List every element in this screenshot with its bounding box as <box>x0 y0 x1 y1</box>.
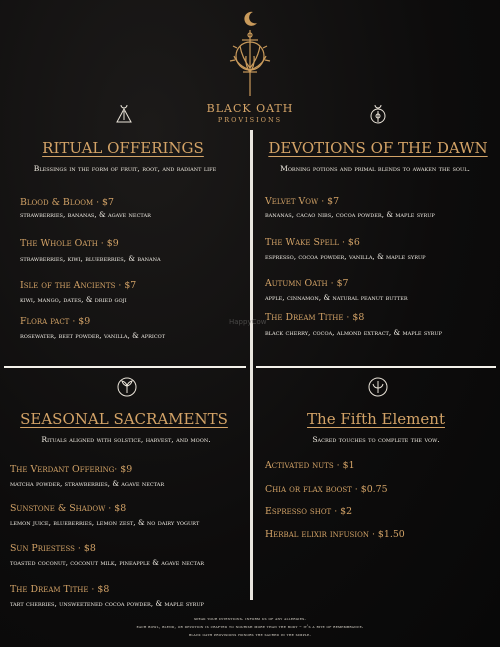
triangle-moon-icon <box>113 102 135 124</box>
footer-line-2: each bowl, blend, or devotion is crafted to nourish more than the body – it's a rite of remembrance. <box>136 625 364 630</box>
dagger-crescent-logo-icon <box>215 8 285 102</box>
brand-subtitle: PROVISIONS <box>217 116 283 124</box>
brand-name: BLACK OATH <box>206 102 294 115</box>
menu-item-name: Sun Priestess · $8 <box>10 543 96 554</box>
menu-item-desc: strawberries, kiwi, blueberries, & banana <box>20 254 161 263</box>
brand-logo <box>0 8 500 106</box>
menu-item-name: Herbal elixir infusion · $1.50 <box>265 529 405 540</box>
menu-item-name: Espresso shot · $2 <box>265 506 353 517</box>
section-subtitle-devotions: Morning potions and primal blends to awaken the soul. <box>280 164 470 173</box>
circle-moon-icon <box>367 102 389 124</box>
menu-item-desc: bananas, cacao nibs, cocoa powder, & maple syrup <box>265 210 435 219</box>
menu-item-name: The Dream Tithe · $8 <box>10 584 110 595</box>
menu-item-name: Chia or flax boost · $0.75 <box>265 484 388 495</box>
menu-item-name: The Verdant Offering· $9 <box>10 464 133 475</box>
section-subtitle-fifth: Sacred touches to complete the vow. <box>312 435 440 444</box>
section-title-devotions: DEVOTIONS OF THE DAWN <box>268 139 488 157</box>
section-title-ritual: RITUAL OFFERINGS <box>42 139 204 157</box>
menu-item-desc: black cherry, cocoa, almond extract, & maple syrup <box>265 328 442 337</box>
menu-item-name: The Whole Oath · $9 <box>20 238 119 249</box>
menu-item-desc: rosewater, beet powder, vanilla, & apricot <box>20 331 166 340</box>
menu-item-name: Velvet Vow · $7 <box>265 196 340 207</box>
menu-item-name: Isle of the Ancients · $7 <box>20 280 137 291</box>
menu-item-name: The Wake Spell · $6 <box>265 237 360 248</box>
horizontal-divider-right <box>256 366 496 368</box>
section-subtitle-ritual: Blessings in the form of fruit, root, and radiant life <box>33 164 217 173</box>
menu-item-desc: strawberries, bananas, & agave nectar <box>20 210 151 219</box>
menu-item-name: Activated nuts · $1 <box>265 460 355 471</box>
footer-line-1: speak your intentions. inform us of any allergies. <box>194 617 306 622</box>
menu-item-name: Blood & Bloom · $7 <box>20 197 114 208</box>
menu-item-name: Autumn Oath · $7 <box>265 278 349 289</box>
watermark: HappyCow <box>229 318 267 326</box>
menu-item-desc: espresso, cocoa powder, vanilla, & maple syrup <box>265 252 426 261</box>
footer-line-3: black oath provisions honors the sacred in the simple. <box>188 633 312 638</box>
menu-item-desc: lemon juice, blueberries, lemon zest, & no dairy yogurt <box>10 518 200 527</box>
menu-item-desc: toasted coconut, coconut milk, pineapple & agave nectar <box>10 558 205 567</box>
menu-item-desc: matcha powder, strawberries, & agave nectar <box>10 479 165 488</box>
vertical-divider <box>250 130 253 600</box>
menu-item-name: The Dream Tithe · $8 <box>265 312 365 323</box>
section-subtitle-seasonal: Rituals aligned with solstice, harvest, and moon. <box>41 435 211 444</box>
menu-item-desc: tart cherries, unsweetened cocoa powder, & maple syrup <box>10 599 204 608</box>
section-title-seasonal: SEASONAL SACRAMENTS <box>20 410 228 428</box>
menu-item-desc: kiwi, mango, dates, & dried goji <box>20 295 127 304</box>
horizontal-divider-left <box>4 366 246 368</box>
section-title-fifth: The Fifth Element <box>307 410 445 428</box>
plant-circle-icon <box>367 376 389 398</box>
menu-item-desc: apple, cinnamon, & natural peanut butter <box>265 293 408 302</box>
sprout-circle-icon <box>116 376 138 398</box>
menu-item-name: Sunstone & Shadow · $8 <box>10 503 127 514</box>
menu-item-name: Flora pact · $9 <box>20 316 91 327</box>
